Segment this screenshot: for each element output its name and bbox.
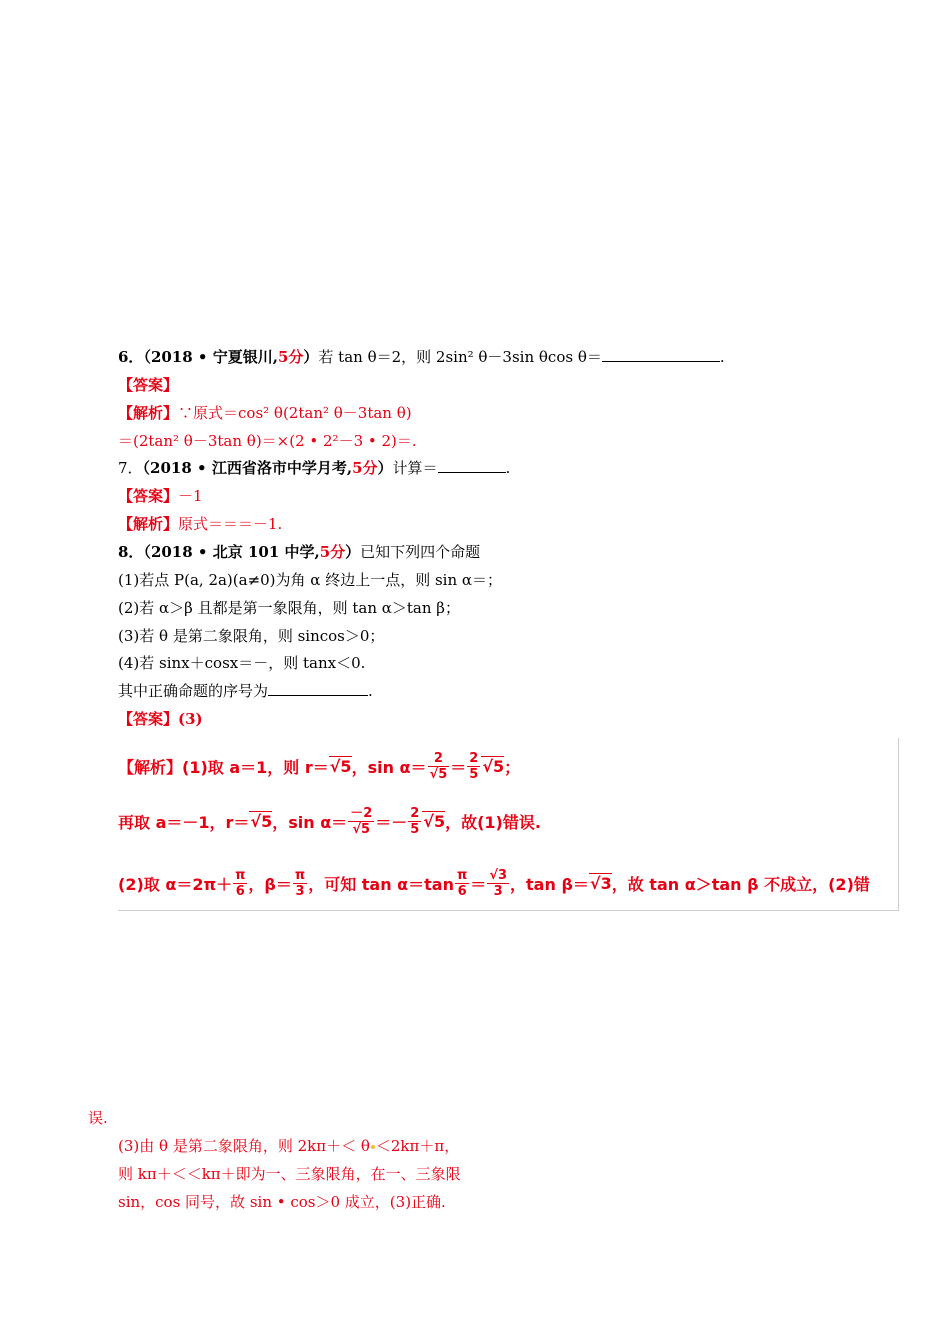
q8-r2-text-a: 再取 a＝－1，r＝	[118, 812, 250, 832]
frac-numerator: 2	[410, 805, 420, 821]
q8-number: 8．	[118, 543, 144, 561]
q8-r3-fraction-b	[293, 868, 307, 899]
q8-answer-label: 【答案】	[118, 710, 179, 728]
q8-analysis-row-2	[118, 796, 541, 846]
q7-stem: 计算＝	[392, 459, 438, 477]
q6-analysis-line-1	[118, 402, 412, 424]
q6-analysis-line-2: ＝(2tan² θ－3tan θ)＝×(2 • 2²－3 • 2)＝.	[118, 432, 417, 450]
q8-r3-fraction-c	[455, 868, 469, 899]
q6-answer-blank	[602, 347, 720, 362]
q8-r1-sqrt5-b: √5	[482, 757, 505, 776]
q8-r1-fraction-a	[428, 751, 450, 782]
frac-denominator: 3	[295, 883, 305, 899]
q8-r2-text-d: ，故(1)错误.	[445, 812, 541, 832]
frac-denominator: √5	[352, 821, 371, 837]
q7-analysis-line	[118, 513, 282, 535]
frac-numerator: √3	[489, 867, 508, 883]
q7-answer-blank	[438, 458, 506, 473]
q8-score: 5分	[319, 543, 346, 561]
q8-r2-text-b: ，sin α＝	[272, 812, 348, 832]
q8-proposition-1: (1)若点 P(a, 2a)(a≠0)为角 α 终边上一点，则 sin α＝；	[118, 571, 503, 589]
q6-stem: 若 tan θ＝2，则 2sin² θ－3sin θcos θ＝	[318, 348, 602, 366]
q8-r3-text-e: ，tan β＝	[510, 874, 589, 894]
frac-numerator: π	[294, 867, 306, 883]
q8-analysis-box	[118, 738, 899, 911]
q8-r3-fraction-a	[233, 868, 247, 899]
q7-source-place: 江西省洛市中学月考,	[211, 459, 353, 477]
q6-answer-label: 【答案】	[118, 376, 179, 394]
q8-stem-line	[118, 541, 480, 563]
q8-r1-text-c: ；	[504, 757, 521, 777]
frac-denominator: 6	[235, 883, 245, 899]
q8-r2-sqrt5-b: √5	[423, 812, 446, 831]
q8-r2-fraction-b	[408, 806, 421, 837]
q7-answer-line	[118, 485, 203, 507]
q8-answer-blank	[268, 681, 368, 696]
q8-cont-2a: (3)由 θ 是第二象限角，则 2kπ＋＜ θ	[118, 1137, 370, 1155]
q8-answer-line	[118, 708, 203, 730]
q8-continuation-1: 误.	[88, 1109, 108, 1127]
frac-denominator: 5	[469, 766, 479, 782]
q6-stem-line	[118, 346, 725, 368]
q8-answer: (3)	[178, 710, 203, 728]
q8-ask: 其中正确命题的序号为	[118, 682, 269, 700]
q6-source-close: ）	[303, 348, 319, 366]
q6-number: 6．	[118, 348, 144, 366]
q8-r3-text-d: ＝	[470, 874, 487, 894]
q7-answer-label: 【答案】	[118, 487, 179, 505]
q6-score: 5分	[277, 348, 304, 366]
q8-analysis-row-3	[118, 858, 870, 908]
q8-r3-text-c: ，可知 tan α＝tan	[308, 874, 454, 894]
q8-ask-line	[118, 680, 373, 702]
q8-r3-text-b: ，β＝	[248, 874, 292, 894]
q8-r3-fraction-d	[487, 868, 509, 899]
q8-analysis-row-1: 【解析】 (1)取 a＝1，则 r＝ √5 ，sin α＝ $\frac{2}{√5}$ ＝ $\frac{2}{5}$ √5 ；	[118, 750, 521, 782]
frac-denominator: √5	[429, 766, 448, 782]
frac-denominator: 6	[457, 883, 467, 899]
q8-r1-fraction-b	[467, 751, 480, 782]
q8-proposition-4: (4)若 sinx＋cosx＝－，则 tanx＜0.	[118, 654, 366, 672]
q8-continuation-4: sin，cos 同号，故 sin • cos＞0 成立，(3)正确.	[118, 1193, 446, 1211]
frac-denominator: 3	[493, 883, 503, 899]
q8-continuation-2	[118, 1135, 459, 1157]
q6-source-place: 宁夏银川,	[212, 348, 278, 366]
frac-numerator: 2	[428, 751, 450, 767]
frac-numerator: 2	[469, 750, 479, 766]
q8-source-open: （2018 •	[143, 543, 213, 561]
q8-r1-sqrt5: √5	[329, 757, 352, 776]
q8-end: .	[368, 682, 373, 700]
frac-numerator: π	[235, 867, 246, 883]
q8-continuation-3: 则 kπ＋＜＜kπ＋即为一、三象限角，在一、三象限	[118, 1165, 461, 1183]
q7-source-close: ）	[377, 459, 393, 477]
q6-source-open: （2018 •	[143, 348, 213, 366]
q7-analysis-label: 【解析】	[118, 515, 179, 533]
q7-analysis: 原式＝＝＝－1.	[178, 515, 283, 533]
q8-r3-text-a: (2)取 α＝2π＋	[118, 874, 233, 894]
q8-proposition-2: (2)若 α＞β 且都是第一象限角，则 tan α＞tan β；	[118, 599, 460, 617]
q6-end: .	[719, 348, 725, 366]
frac-denominator: 5	[410, 821, 420, 837]
q6-analysis-1: ∵原式＝cos² θ(2tan² θ－3tan θ)	[178, 404, 412, 422]
q8-r3-text-f: ，故 tan α＞tan β 不成立，(2)错	[611, 874, 870, 894]
q7-source-open: （2018 •	[142, 459, 212, 477]
q8-r1-text-a: (1)取 a＝1，则 r＝	[182, 757, 329, 777]
q7-number: 7．	[118, 459, 143, 477]
q7-stem-line	[118, 457, 510, 479]
q8-r1-text-b: ，sin α＝	[351, 757, 427, 777]
q8-proposition-3: (3)若 θ 是第二象限角，则 sincos＞0；	[118, 627, 385, 645]
q7-score: 5分	[352, 459, 378, 477]
q7-answer: －1	[178, 487, 203, 505]
q8-analysis-label: 【解析】	[118, 757, 183, 777]
q8-r2-text-c: ＝－	[375, 812, 408, 832]
editor-mark-icon	[371, 1145, 375, 1149]
q8-r2-fraction-a	[348, 806, 374, 837]
q7-end: .	[505, 459, 511, 477]
q8-r3-sqrt3: √3	[589, 874, 612, 893]
q6-analysis-label: 【解析】	[118, 404, 179, 422]
q8-source-close: ）	[345, 543, 361, 561]
q8-source-place: 北京 101 中学,	[212, 543, 320, 561]
frac-numerator: －2	[350, 805, 373, 821]
q8-cont-2b: ＜2kπ＋π，	[375, 1137, 460, 1155]
q8-stem: 已知下列四个命题	[360, 543, 481, 561]
frac-numerator: π	[457, 867, 468, 883]
q8-r2-sqrt5: √5	[250, 812, 273, 831]
